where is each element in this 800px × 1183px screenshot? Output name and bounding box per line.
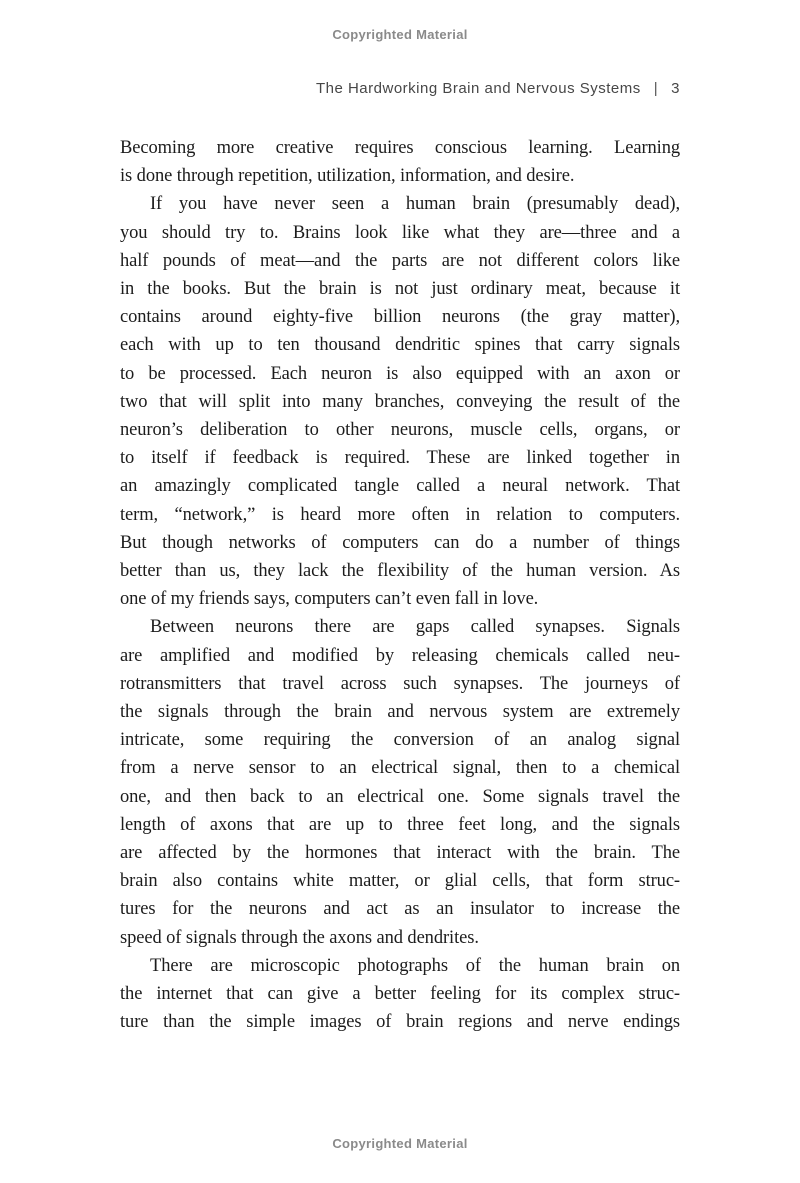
text-line: rotransmitters that travel across such synapses. The journeys of: [120, 673, 680, 694]
copyright-notice-bottom: Copyrighted Material: [332, 1136, 468, 1151]
text-line: to itself if feedback is required. These are linked together in: [120, 448, 680, 469]
copyright-notice-top: Copyrighted Material: [332, 27, 468, 42]
text-line: brain also contains white matter, or glial cells, that form struc-: [120, 871, 680, 892]
text-line: But though networks of computers can do a number of things: [120, 532, 680, 553]
text-line: half pounds of meat—and the parts are not different colors like: [120, 250, 680, 271]
text-line: each with up to ten thousand dendritic spines that carry signals: [120, 335, 680, 356]
text-line: one of my friends says, computers can’t even fall in love.: [120, 589, 539, 610]
text-line: one, and then back to an electrical one. Some signals travel the: [120, 786, 680, 807]
text-line: are affected by the hormones that interact with the brain. The: [120, 843, 680, 864]
text-line: you should try to. Brains look like what they are—three and a: [120, 222, 680, 243]
text-line: in the books. But the brain is not just ordinary meat, because it: [120, 279, 680, 300]
text-line: term, “network,” is heard more often in relation to computers.: [120, 504, 680, 525]
text-line: There are microscopic photographs of the human brain on: [150, 955, 680, 976]
paragraph: [120, 952, 680, 1037]
text-line: Becoming more creative requires conscious learning. Learning: [120, 138, 680, 158]
paragraph: [120, 134, 680, 190]
text-line: are amplified and modified by releasing chemicals called neu-: [120, 645, 680, 666]
text-line: contains around eighty-five billion neurons (the gray matter),: [120, 307, 680, 328]
page-number: 3: [671, 80, 680, 97]
text-line: ture than the simple images of brain regions and nerve endings: [120, 1012, 680, 1033]
text-line: to be processed. Each neuron is also equipped with an axon or: [120, 363, 680, 384]
text-line: neuron’s deliberation to other neurons, muscle cells, organs, or: [120, 420, 680, 441]
text-line: is done through repetition, utilization, information, and desire.: [120, 166, 575, 187]
text-line: If you have never seen a human brain (presumably dead),: [150, 194, 680, 215]
text-line: speed of signals through the axons and dendrites.: [120, 927, 479, 948]
running-header-title: The Hardworking Brain and Nervous Systems: [315, 80, 641, 97]
text-line: intricate, some requiring the conversion of an analog signal: [120, 730, 680, 751]
text-line: the internet that can give a better feeling for its complex struc-: [120, 984, 680, 1005]
text-line: the signals through the brain and nervous system are extremely: [120, 702, 680, 723]
text-line: two that will split into many branches, conveying the result of the: [120, 391, 680, 412]
body-text: [120, 134, 680, 1037]
text-line: Between neurons there are gaps called synapses. Signals: [150, 617, 680, 638]
text-line: an amazingly complicated tangle called a neural network. That: [120, 476, 680, 497]
running-header: [316, 80, 680, 97]
paragraph: [120, 613, 680, 951]
text-line: from a nerve sensor to an electrical signal, then to a chemical: [120, 758, 680, 779]
running-header-separator: |: [653, 80, 659, 97]
paragraph: [120, 190, 680, 613]
text-line: length of axons that are up to three feet long, and the signals: [120, 814, 680, 835]
text-line: tures for the neurons and act as an insulator to increase the: [120, 899, 680, 920]
text-line: better than us, they lack the flexibility of the human version. As: [120, 561, 680, 582]
